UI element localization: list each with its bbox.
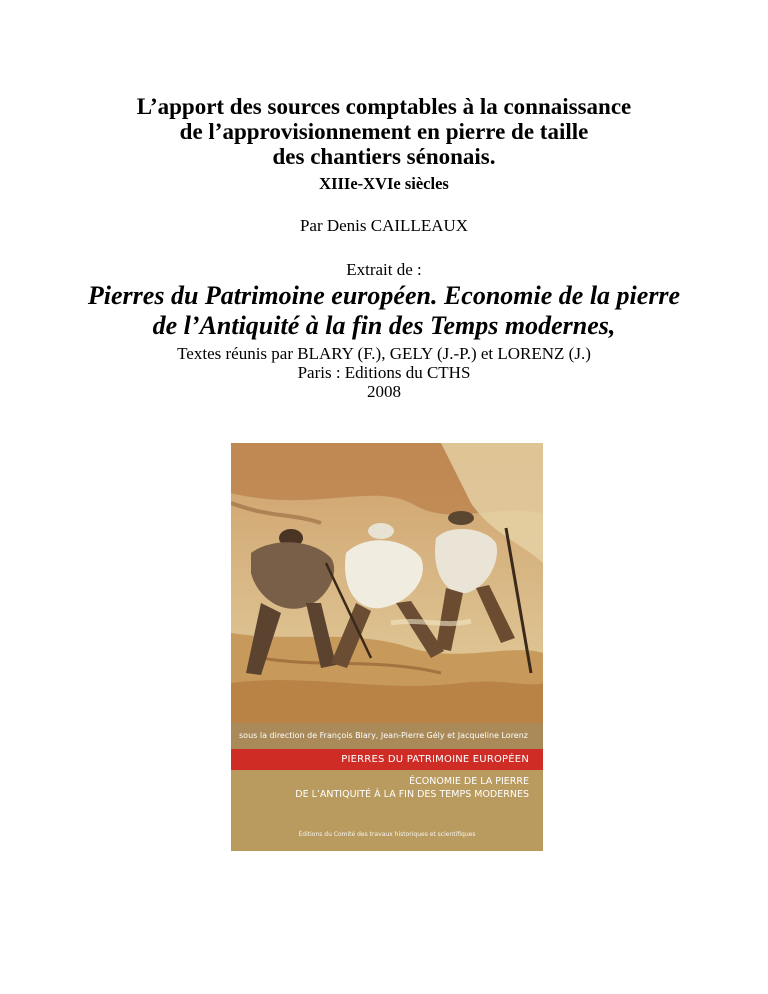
author-line: Par Denis CAILLEAUX <box>299 216 469 235</box>
centuries-subtitle: XIIIe-XVIe siècles <box>319 174 449 193</box>
cover-painting <box>231 443 543 723</box>
cover-series-title: PIERRES DU PATRIMOINE EUROPÉEN <box>231 749 543 770</box>
extrait-label: Extrait de : <box>346 260 422 279</box>
document-title-line-3: des chantiers sénonais. <box>272 144 496 169</box>
year-line: 2008 <box>367 382 401 401</box>
cover-subtitle-band <box>231 770 543 851</box>
book-title-line-1: Pierres du Patrimoine européen. Economie de la pierre <box>87 281 681 310</box>
cover-publisher: Éditions du Comité des travaux historiques et scientifiques <box>298 831 476 838</box>
book-cover-image <box>231 443 543 851</box>
editors-line: Textes réunis par BLARY (F.), GELY (J.-P.) et LORENZ (J.) <box>177 344 591 363</box>
document-title-line-1: L’apport des sources comptables à la connaissance <box>136 94 632 119</box>
cover-subtitle-line-1: ÉCONOMIE DE LA PIERRE <box>409 776 529 787</box>
book-title-line-2: de l’Antiquité à la fin des Temps modernes, <box>152 311 616 340</box>
publisher-line: Paris : Editions du CTHS <box>297 363 471 382</box>
cover-direction-band: sous la direction de François Blary, Jean-Pierre Gély et Jacqueline Lorenz <box>231 723 543 749</box>
cover-subtitle-line-2: DE L’ANTIQUITÉ À LA FIN DES TEMPS MODERNES <box>295 789 529 800</box>
document-title-line-2: de l’approvisionnement en pierre de taille <box>179 119 589 144</box>
